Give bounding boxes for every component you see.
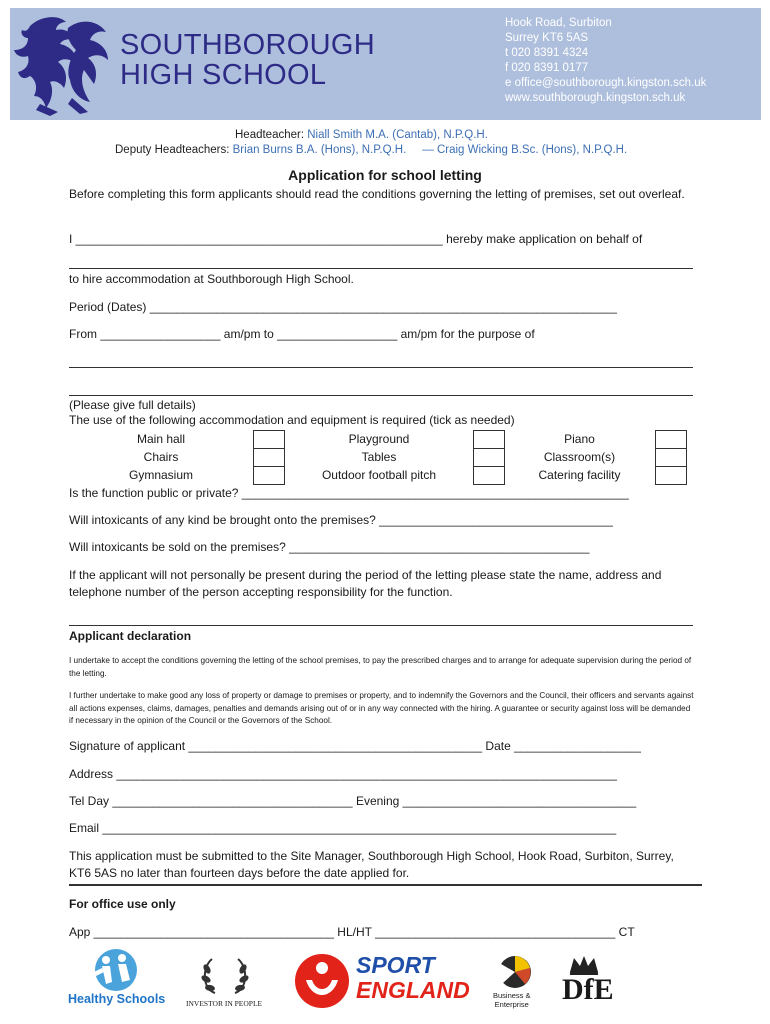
deputy-role: Deputy Headteachers:	[115, 144, 230, 156]
telephone-field[interactable]: Tel Day ____________________________________ Evening ___________________________________	[69, 794, 637, 808]
intoxicants-sold-field[interactable]: Will intoxicants be sold on the premises? _____________________________________________	[69, 540, 590, 554]
option-catering-facility: Catering facility	[538, 468, 621, 482]
contact-fax: f 020 8391 0177	[505, 62, 589, 74]
school-contact-details	[505, 16, 706, 106]
option-main-hall: Main hall	[136, 432, 186, 446]
address-field[interactable]: Address ___________________________________________________________________________	[69, 767, 617, 781]
purpose-field-2[interactable]	[69, 395, 693, 396]
business-enterprise-label	[493, 992, 531, 1009]
dfe-logo	[560, 952, 614, 1010]
option-tables: Tables	[361, 450, 397, 464]
griffin-crest-icon	[10, 8, 118, 118]
main-hall-checkbox[interactable]	[253, 430, 285, 449]
option-gymnasium: Gymnasium	[128, 468, 193, 482]
business-enterprise-logo	[490, 954, 540, 1014]
healthy-schools-icon	[66, 948, 168, 992]
details-note: (Please give full details)	[69, 398, 196, 412]
purpose-field-1[interactable]	[69, 367, 693, 368]
contact-town: Surrey KT6 5AS	[505, 32, 589, 44]
sport-england-symbol-icon	[292, 952, 352, 1010]
option-playground: Playground	[348, 432, 410, 446]
office-section-divider	[69, 884, 702, 886]
option-piano: Piano	[564, 432, 595, 446]
responsible-person-instructions: If the applicant will not personally be present during the period of the letting please state the name, address and telephone number of the person accepting responsibility for the function.	[69, 568, 662, 599]
sport-england-word-2: ENGLAND	[356, 977, 470, 1003]
office-use-fields[interactable]: App ____________________________________ HL/HT ____________________________________ CT	[69, 925, 635, 939]
declaration-paragraph-2: I further undertake to make good any loss of property or damage to premises or property, and to indemnify the Governors and the Council, their officers and servants against all actions expenses, claims, damages, penalties and demands arising out of or in any way connected with the hiring. A guarantee or security against loss will be demanded if necessary in the opinion of the Council or the Governors of the School.	[69, 691, 694, 725]
school-name-line-1: SOUTHBOROUGH	[120, 29, 375, 61]
dfe-label: DfE	[562, 973, 614, 1006]
office-use-heading: For office use only	[69, 897, 176, 911]
public-private-field[interactable]: Is the function public or private? __________________________________________________________	[69, 486, 629, 500]
headteacher-role: Headteacher:	[235, 129, 305, 141]
school-name	[120, 30, 375, 90]
contact-street: Hook Road, Surbiton	[505, 17, 612, 29]
investor-in-people-logo	[180, 953, 270, 1011]
tables-checkbox[interactable]	[473, 448, 505, 467]
investor-in-people-label: INVESTOR IN PEOPLE	[186, 999, 263, 1008]
form-intro: Before completing this form applicants should read the conditions governing the letting of premises, set out overleaf.	[69, 187, 685, 201]
healthy-schools-logo	[66, 948, 168, 1010]
school-name-line-2: HIGH SCHOOL	[120, 59, 327, 91]
business-enterprise-line-1: Business &	[493, 991, 531, 1000]
piano-checkbox[interactable]	[655, 430, 687, 449]
headteacher-line	[235, 128, 488, 143]
healthy-schools-label: Healthy Schools	[68, 992, 166, 1006]
responsible-person-field[interactable]	[69, 625, 693, 626]
form-title: Application for school letting	[288, 167, 482, 183]
sport-england-word-1: SPORT	[356, 952, 435, 978]
period-dates-field[interactable]: Period (Dates) ______________________________________________________________________	[69, 300, 617, 314]
contact-telephone: t 020 8391 4324	[505, 47, 589, 59]
declaration-paragraph-1: I undertake to accept the conditions governing the letting of the school premises, to pay the prescribed charges and to arrange for adequate supervision during the period of the letting.	[69, 656, 692, 678]
contact-website: www.southborough.kingston.sch.uk	[505, 92, 686, 104]
catering-facility-checkbox[interactable]	[655, 466, 687, 485]
outdoor-football-pitch-checkbox[interactable]	[473, 466, 505, 485]
deputy-headteachers-line	[115, 143, 627, 158]
gymnasium-checkbox[interactable]	[253, 466, 285, 485]
business-enterprise-line-2: Enterprise	[494, 999, 529, 1009]
accommodation-intro: The use of the following accommodation and equipment is required (tick as needed)	[69, 413, 515, 427]
option-classrooms: Classroom(s)	[543, 450, 616, 464]
declaration-heading: Applicant declaration	[69, 629, 192, 643]
playground-checkbox[interactable]	[473, 430, 505, 449]
from-to-times-field[interactable]: From __________________ am/pm to __________________ am/pm for the purpose of	[69, 327, 535, 341]
chairs-checkbox[interactable]	[253, 448, 285, 467]
email-field[interactable]: Email _____________________________________________________________________________	[69, 821, 617, 835]
signature-date-field[interactable]: Signature of applicant ____________________________________________ Date ___________________	[69, 739, 641, 753]
classrooms-checkbox[interactable]	[655, 448, 687, 467]
contact-email: e office@southborough.kingston.sch.uk	[505, 77, 707, 89]
hire-statement: to hire accommodation at Southborough High School.	[69, 272, 354, 286]
option-chairs: Chairs	[143, 450, 179, 464]
applicant-name-field[interactable]: I _______________________________________________________ hereby make application on behalf of	[69, 232, 643, 246]
pie-chart-icon	[495, 954, 535, 990]
deputy-name-1: Brian Burns B.A. (Hons), N.P.Q.H.	[232, 144, 407, 156]
intoxicants-brought-field[interactable]: Will intoxicants of any kind be brought onto the premises? ___________________________________	[69, 513, 613, 527]
laurel-wreath-icon	[180, 953, 270, 997]
headteacher-name: Niall Smith M.A. (Cantab), N.P.Q.H.	[307, 129, 488, 141]
deputy-name-2: — Craig Wicking B.Sc. (Hons), N.P.Q.H.	[422, 144, 628, 156]
behalf-of-field[interactable]	[69, 268, 693, 269]
option-outdoor-football-pitch: Outdoor football pitch	[321, 468, 437, 482]
sport-england-logo	[292, 952, 468, 1010]
submission-instructions: This application must be submitted to the Site Manager, Southborough High School, Hook Road, Surbiton, Surrey, KT6 5AS no later than fourteen days before the date applied for.	[69, 849, 674, 880]
